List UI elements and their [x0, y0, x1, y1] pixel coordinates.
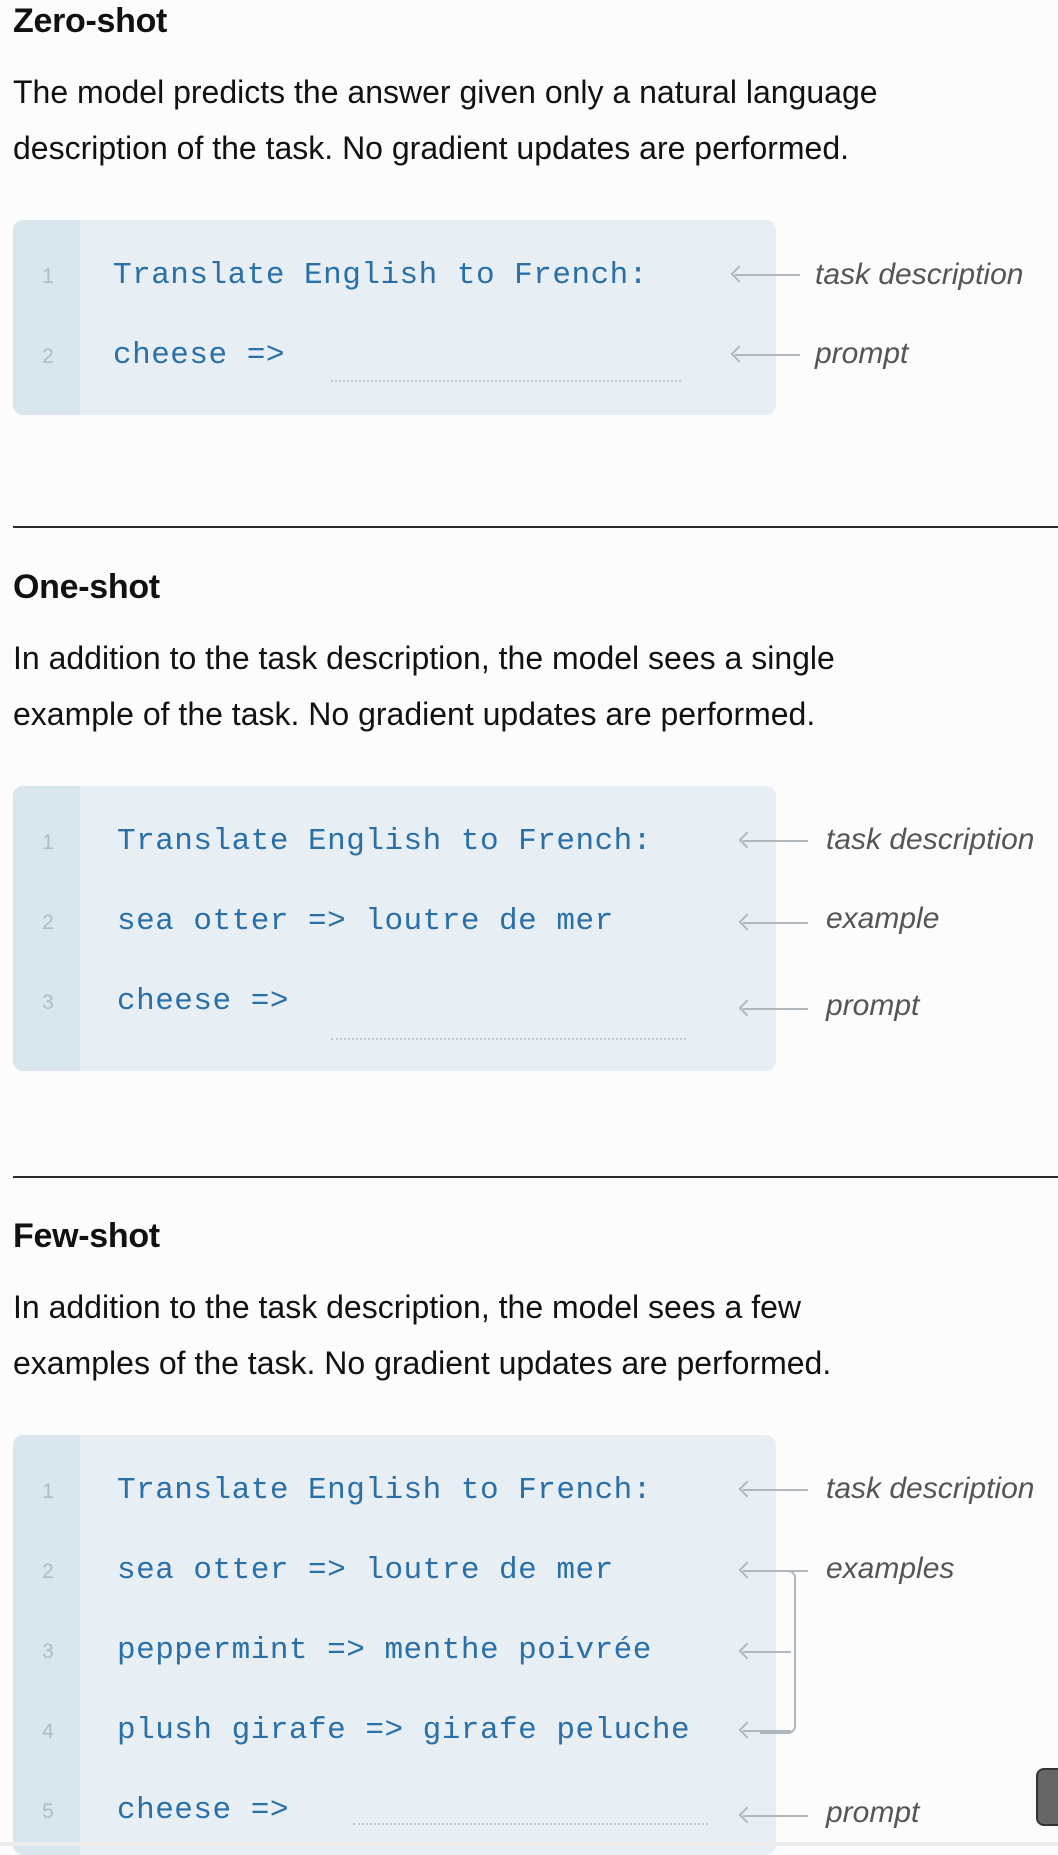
line-number-gutter [13, 220, 80, 415]
description-line: description of the task. No gradient updates are performed. [13, 130, 850, 166]
annotation-examples: examples [826, 1552, 955, 1585]
line-number: 3 [42, 991, 54, 1014]
code-line: Translate English to French: [117, 1473, 652, 1508]
arrow-icon [743, 1815, 808, 1817]
line-number: 3 [42, 1640, 54, 1663]
code-line: peppermint => menthe poivrée [117, 1633, 652, 1668]
line-number: 4 [42, 1720, 54, 1743]
answer-blank [331, 380, 681, 382]
code-line: Translate English to French: [113, 258, 648, 293]
answer-blank [353, 1823, 708, 1825]
code-line: Translate English to French: [117, 824, 652, 859]
description-line: The model predicts the answer given only a natural language [13, 74, 878, 110]
arrow-icon [735, 354, 800, 356]
annotation-example: example [826, 902, 940, 935]
arrow-icon [735, 274, 800, 276]
code-block-zero-shot [13, 220, 776, 415]
description-line: example of the task. No gradient updates are performed. [13, 696, 816, 732]
annotation-task-description: task description [826, 1472, 1035, 1505]
code-block-few-shot [13, 1435, 776, 1855]
annotation-prompt: prompt [826, 1796, 920, 1829]
description-line: examples of the task. No gradient updates are performed. [13, 1345, 832, 1381]
arrow-icon [743, 840, 808, 842]
code-line: sea otter => loutre de mer [117, 1553, 614, 1588]
annotation-prompt: prompt [815, 337, 909, 370]
description-line: In addition to the task description, the model sees a few [13, 1289, 802, 1325]
bottom-edge [0, 1842, 1058, 1846]
code-line: sea otter => loutre de mer [117, 904, 614, 939]
section-divider [13, 1176, 1058, 1178]
line-number: 5 [42, 1800, 54, 1823]
code-line: cheese => [113, 338, 285, 373]
section-title-one-shot: One-shot [13, 568, 160, 606]
arrow-icon [743, 1008, 808, 1010]
arrow-icon [743, 922, 808, 924]
line-number: 1 [42, 1480, 54, 1503]
line-number: 1 [42, 265, 54, 288]
annotation-task-description: task description [826, 823, 1035, 856]
section-title-few-shot: Few-shot [13, 1217, 160, 1255]
code-line: plush girafe => girafe peluche [117, 1713, 691, 1748]
code-block-one-shot [13, 786, 776, 1071]
annotation-prompt: prompt [826, 989, 920, 1022]
line-number: 2 [42, 911, 54, 934]
line-number: 2 [42, 1560, 54, 1583]
code-line: cheese => [117, 1793, 289, 1828]
section-description-one-shot [13, 630, 1033, 742]
code-line: cheese => [117, 984, 289, 1019]
scroll-handle[interactable] [1036, 1768, 1058, 1826]
annotation-task-description: task description [815, 258, 1024, 291]
answer-blank [331, 1038, 686, 1040]
arrow-icon [743, 1651, 791, 1653]
section-divider [13, 526, 1058, 528]
line-number: 2 [42, 345, 54, 368]
section-description-few-shot [13, 1279, 1033, 1391]
arrow-icon [743, 1489, 808, 1491]
description-line: In addition to the task description, the model sees a single [13, 640, 835, 676]
section-title-zero-shot: Zero-shot [13, 2, 168, 40]
section-description-zero-shot [13, 64, 1033, 176]
arrow-icon [743, 1730, 791, 1732]
line-number: 1 [42, 831, 54, 854]
